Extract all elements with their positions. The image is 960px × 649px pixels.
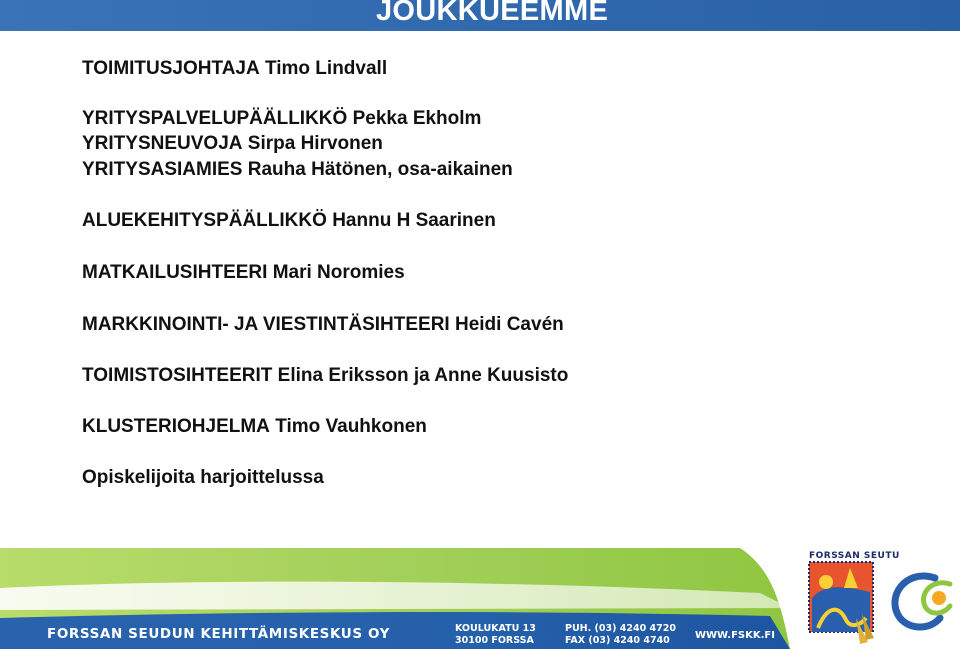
staff-name: Sirpa Hirvonen <box>247 133 383 154</box>
staff-role: YRITYSPALVELUPÄÄLLIKKÖ <box>82 108 348 129</box>
staff-name: Pekka Ekholm <box>352 108 482 129</box>
forssan-seutu-logo <box>809 562 874 644</box>
address-line-2: 30100 FORSSA <box>455 635 534 646</box>
staff-role: YRITYSASIAMIES <box>82 159 243 180</box>
staff-entry <box>82 133 383 155</box>
staff-name: Mari Noromies <box>272 262 405 283</box>
staff-entry <box>82 159 513 181</box>
company-name: FORSSAN SEUDUN KEHITTÄMISKESKUS OY <box>47 626 390 642</box>
staff-name: Rauha Hätönen, osa-aikainen <box>247 159 513 180</box>
staff-entry <box>82 262 405 284</box>
trainee-note: Opiskelijoita harjoittelussa <box>82 467 324 488</box>
staff-role: YRITYSNEUVOJA <box>82 133 243 154</box>
staff-entry <box>82 314 564 336</box>
logo-label: FORSSAN SEUTU <box>809 551 900 561</box>
address-line-1: KOULUKATU 13 <box>455 623 536 634</box>
staff-entry <box>82 210 496 232</box>
staff-entry <box>82 365 568 387</box>
page-title: JOUKKUEEMME <box>376 0 609 27</box>
staff-entry <box>82 58 387 80</box>
staff-role: MATKAILUSIHTEERI <box>82 262 268 283</box>
staff-name: Hannu H Saarinen <box>332 210 496 231</box>
website-link[interactable]: WWW.FSKK.FI <box>695 630 775 641</box>
staff-role: MARKKINOINTI- JA VIESTINTÄSIHTEERI <box>82 314 450 335</box>
staff-name: Heidi Cavén <box>454 314 564 335</box>
staff-entry <box>82 108 481 130</box>
staff-role: TOIMITUSJOHTAJA <box>82 58 260 79</box>
staff-name: Timo Vauhkonen <box>275 416 427 437</box>
footer-banner <box>0 548 960 649</box>
staff-role: ALUEKEHITYSPÄÄLLIKKÖ <box>82 210 327 231</box>
fax-number: FAX (03) 4240 4740 <box>565 635 670 646</box>
staff-role: KLUSTERIOHJELMA <box>82 416 270 437</box>
staff-entry <box>82 416 427 438</box>
staff-name: Elina Eriksson ja Anne Kuusisto <box>277 365 569 386</box>
phone-number: PUH. (03) 4240 4720 <box>565 623 676 634</box>
header-bar <box>0 0 960 31</box>
staff-role: TOIMISTOSIHTEERIT <box>82 365 273 386</box>
staff-name: Timo Lindvall <box>264 58 388 79</box>
